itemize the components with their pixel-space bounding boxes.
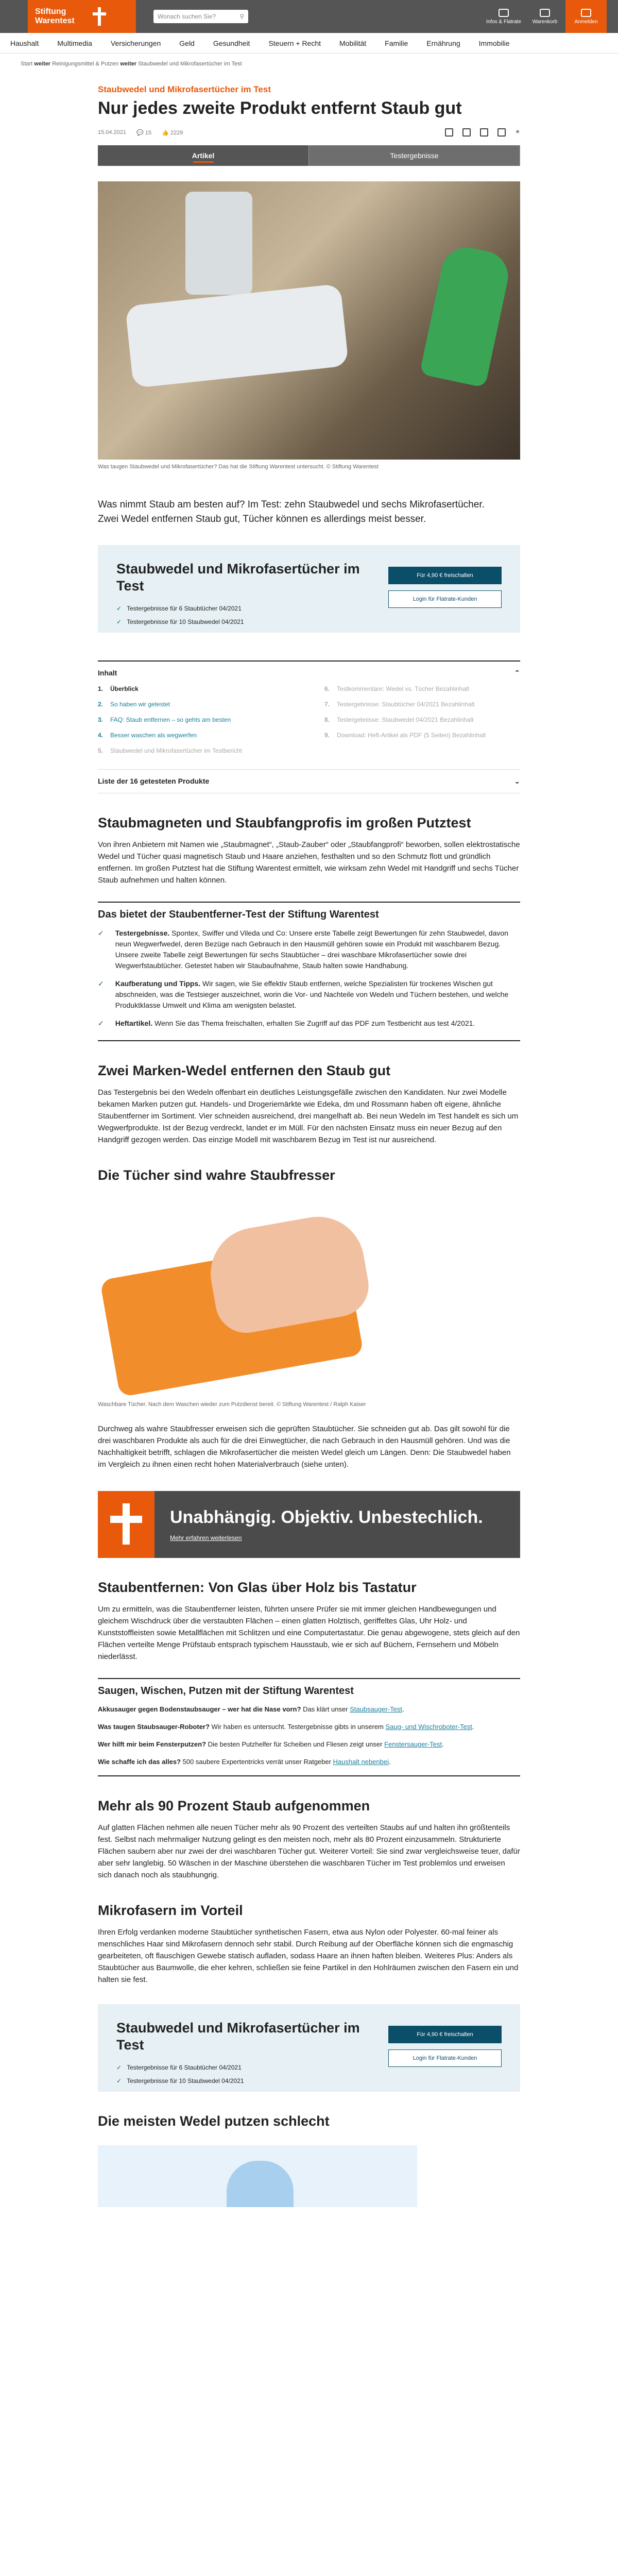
toc-label: So haben wir getestet: [110, 701, 170, 708]
top-icons: [483, 0, 607, 33]
table-of-contents: [98, 660, 520, 793]
fact-item: [98, 928, 520, 971]
banner-cross-icon: [98, 1491, 154, 1558]
section-heading: Staubmagneten und Staubfangprofis im großen Putztest: [98, 815, 471, 831]
main-nav: [0, 33, 618, 54]
fact-box-title: Das bietet der Staubentferner-Test der Stiftung Warentest: [98, 909, 379, 920]
breadcrumb-current: Staubwedel und Mikrofasertücher im Test: [138, 61, 242, 67]
nav-item[interactable]: Versicherungen: [110, 39, 161, 47]
flatrate-login-button[interactable]: Login für Flatrate-Kunden: [388, 2049, 502, 2067]
hero-caption: Was taugen Staubwedel und Mikrofasertücher? Das hat die Stiftung Warentest untersucht. © Stiftung Warentest: [98, 464, 379, 470]
article-lead: Was nimmt Staub am besten auf? Im Test: zehn Staubwedel und sechs Mikrofasertücher. Zwei Wedel entfernen Staub gut, Tücher können es allerdings meist besser.: [98, 499, 485, 524]
cart-icon: [540, 9, 550, 17]
article-kicker: Staubwedel und Mikrofasertücher im Test: [98, 84, 271, 94]
spray-bottle-shape: [185, 192, 252, 295]
toc-item[interactable]: [324, 700, 520, 708]
fact-text: [115, 928, 520, 971]
toc-right-column: [324, 685, 520, 762]
toc-label: Testkommentare: Wedel vs. Tücher Bezahlinhalt: [337, 685, 470, 692]
check-icon: ✓: [116, 605, 122, 612]
flatrate-button[interactable]: [483, 0, 524, 33]
flatrate-label: Infos & Flatrate: [486, 19, 521, 25]
nav-item[interactable]: Familie: [385, 39, 408, 47]
related-item: [98, 1739, 520, 1750]
comment-count-value: 15: [145, 129, 152, 136]
toc-number: 5.: [98, 747, 104, 754]
cart-button[interactable]: [524, 0, 565, 33]
flatrate-icon: [499, 9, 509, 17]
purchase-item-label: Testergebnisse für 10 Staubwedel 04/2021: [127, 2077, 244, 2084]
nav-item[interactable]: Steuern + Recht: [268, 39, 321, 47]
related-link[interactable]: Staubsauger-Test: [350, 1705, 403, 1713]
toc-item[interactable]: [324, 716, 520, 724]
toc-item[interactable]: [98, 716, 294, 724]
toc-label: Staubwedel und Mikrofasertücher im Testbericht: [110, 747, 242, 754]
toc-heading: Inhalt: [98, 669, 117, 677]
fact-body: Wenn Sie das Thema freischalten, erhalten Sie Zugriff auf das PDF zum Testbericht aus test 4/2021.: [152, 1019, 475, 1027]
toc-number: 7.: [324, 701, 330, 708]
image-caption: Waschbare Tücher. Nach dem Waschen wieder zum Putzdienst bereit. © Stiftung Warentest / Ralph Kaiser: [98, 1401, 366, 1408]
breadcrumb-link[interactable]: Reinigungsmittel & Putzen: [52, 61, 119, 67]
related-text: Die besten Putzhelfer für Scheiben und Fliesen zeigt unser: [205, 1740, 385, 1748]
related-question: Was taugen Staubsauger-Roboter?: [98, 1723, 210, 1731]
nav-item[interactable]: Gesundheit: [213, 39, 250, 47]
top-bar: [0, 0, 618, 33]
fact-text: [115, 1018, 475, 1029]
logo[interactable]: [28, 0, 136, 33]
check-icon: ✓: [98, 1019, 104, 1027]
breadcrumb-link[interactable]: Start: [21, 61, 33, 67]
section-heading: Zwei Marken-Wedel entfernen den Staub gut: [98, 1063, 391, 1078]
cloth-image: [98, 1201, 397, 1397]
related-link[interactable]: Saug- und Wischroboter-Test: [385, 1723, 472, 1731]
cart-label: Warenkorb: [532, 19, 558, 25]
fact-bold: Heftartikel.: [115, 1019, 153, 1027]
related-end: .: [472, 1723, 474, 1731]
related-question: Wie schaffe ich das alles?: [98, 1758, 181, 1766]
toc-number: 6.: [324, 685, 330, 692]
toc-number: 3.: [98, 716, 104, 723]
related-link[interactable]: Haushalt nebenbei: [333, 1758, 389, 1766]
related-end: .: [388, 1758, 391, 1766]
fact-text: [115, 978, 520, 1011]
tab-article[interactable]: Artikel: [98, 145, 309, 166]
related-text: Wir haben es untersucht. Testergebnisse gibts in unserem: [209, 1723, 386, 1731]
article-date: 15.04.2021: [98, 129, 127, 135]
search-input[interactable]: [153, 10, 248, 23]
purchase-item-label: Testergebnisse für 6 Staubtücher 04/2021: [127, 605, 242, 612]
purchase-item: [116, 618, 502, 625]
promo-banner: [98, 1491, 520, 1558]
toc-label: Download: Heft-Artikel als PDF (5 Seiten) Bezahlinhalt: [337, 732, 486, 739]
related-item: [98, 1757, 520, 1767]
product-list-label: Liste der 16 getesteten Produkte: [98, 777, 210, 785]
toc-item[interactable]: [324, 685, 520, 693]
nav-item[interactable]: Mobilität: [339, 39, 367, 47]
logo-cross-icon: [92, 6, 107, 27]
breadcrumb-sep: weiter: [34, 61, 51, 67]
purchase-box: [98, 545, 520, 633]
chevron-down-icon: ⌄: [514, 777, 520, 785]
section-heading: Mehr als 90 Prozent Staub aufgenommen: [98, 1798, 370, 1814]
fact-bold: Testergebnisse.: [115, 929, 170, 937]
related-item: [98, 1722, 520, 1732]
login-button[interactable]: [565, 0, 607, 33]
fact-body: Wir sagen, wie Sie effektiv Staub entfernen, welche Spezialisten für trockenes Wischen gut abschneiden, was die Testsieger auszeichnet, worin die Vor- und Nachteile von Wedeln und Tüchern bestehen, und welche Produktklasse Umwelt und Klima am wenigsten belastet.: [115, 979, 509, 1009]
logo-text: Stiftung Warentest: [35, 7, 75, 25]
breadcrumb-sep: weiter: [120, 61, 137, 67]
article-meta: [98, 125, 520, 140]
related-end: .: [442, 1740, 444, 1748]
nav-item[interactable]: Ernährung: [426, 39, 460, 47]
facebook-icon[interactable]: [462, 128, 471, 137]
login-label: Anmelden: [574, 19, 598, 25]
related-item: [98, 1704, 520, 1715]
toc-header[interactable]: [98, 662, 520, 685]
print-icon[interactable]: [497, 128, 506, 137]
product-list-toggle[interactable]: [98, 769, 520, 793]
section-text: Um zu ermitteln, was die Staubentferner leisten, führten unsere Prüfer sie mit immer gleichen Handbewegungen und gleichem Wischdruck über die verstaubten Flächen – einen glatten Holztisch, geriffeltes Glas, Uhr Holz- und Kunststoffleisten sowie Metallflächen mit Schlitzen und eine Computertastatur. Die genau abgewogene, stets gleich auf den Flächen verteilte Menge Prüfstaub entsprach typischem Hausstaub, wie er sich auf Büchern, Fernsehern und Möbeln niederlässt.: [98, 1605, 520, 1661]
comment-count[interactable]: 💬 15: [136, 129, 152, 136]
check-icon: ✓: [98, 979, 104, 988]
nav-item[interactable]: Immobilie: [478, 39, 510, 47]
section-text: Von ihren Anbietern mit Namen wie „Staubmagnet“, „Staub-Zauber“ oder „Staubfangprofi“ beworben, sollen elektrostatische Wedel und Tücher quasi magnetisch Staub und Haare anziehen, festhalten und so den Schmutz flott und gründlich entfernen. Im großen Putztest hat die Stiftung Warentest ermittelt, wie wirksam zehn Wedel mit Handgriff und sechs Tücher Staub aufnehmen und halten können.: [98, 840, 520, 885]
toc-number: 1.: [98, 685, 104, 692]
fact-item: [98, 978, 520, 1011]
fact-box: [98, 902, 520, 1041]
glove-shape: [419, 243, 512, 387]
purchase-box-title: Staubwedel und Mikrofasertücher im Test: [116, 561, 360, 594]
dust-cloth-shape: [125, 283, 349, 388]
purchase-item-label: Testergebnisse für 6 Staubtücher 04/2021: [127, 2064, 242, 2071]
share-icons: [445, 128, 520, 137]
breadcrumb: [0, 54, 618, 74]
purchase-box-title: Staubwedel und Mikrofasertücher im Test: [116, 2020, 360, 2053]
check-icon: ✓: [116, 2064, 122, 2071]
section-heading: Die meisten Wedel putzen schlecht: [98, 2113, 330, 2129]
check-icon: ✓: [98, 929, 104, 937]
toc-label: Testergebnisse: Staubwedel 04/2021 Bezahlinhalt: [337, 716, 474, 723]
search-placeholder: Wonach suchen Sie?: [158, 13, 216, 20]
related-question: Wer hilft mir beim Fensterputzen?: [98, 1740, 206, 1748]
nav-item[interactable]: Multimedia: [57, 39, 92, 47]
duster-shape: [227, 2161, 294, 2207]
banner-title: Unabhängig. Objektiv. Unbestechlich.: [170, 1507, 483, 1527]
fact-body: Spontex, Swiffer und Vileda und Co: Unsere erste Tabelle zeigt Bewertungen für zehn Staubwedel, davon neun Wegwerfwedel, deren Bezüge nach Gebrauch in den Hausmüll gehören sowie ein Produkt mit waschbarem Bezug. Unsere zweite Tabelle zeigt Bewertungen für sechs Staubtücher – drei waschbare Mikrofasertücher sowie drei Wegwerfstaubtücher. Getestet haben wir Staubaufnahme, Staub halten sowie Handhabung.: [115, 929, 508, 970]
pdf-icon[interactable]: [445, 128, 453, 137]
toc-number: 2.: [98, 701, 104, 708]
section-heading: Staubentfernen: Von Glas über Holz bis Tastatur: [98, 1580, 417, 1595]
email-icon[interactable]: [480, 128, 488, 137]
toc-item[interactable]: [98, 685, 294, 693]
tab-test-results[interactable]: Testergebnisse: [309, 145, 520, 166]
flatrate-login-button[interactable]: Login für Flatrate-Kunden: [388, 590, 502, 608]
purchase-item: [116, 2077, 502, 2084]
like-count[interactable]: 👍 2229: [162, 129, 183, 136]
toc-item[interactable]: [324, 731, 520, 739]
toc-label: Testergebnisse: Staubtücher 04/2021 Bezahlinhalt: [337, 701, 475, 708]
purchase-box-items: [116, 605, 502, 625]
section-text: Auf glatten Flächen nehmen alle neuen Tücher mehr als 90 Prozent des verteilten Staubs auf und halten ihn größtenteils fest. Selbst nach mehrmaliger Nutzung gelingt es den meisten noch, mehr als 80 Prozent einzusammeln. Strukturierte Flächen saubern aber nur zwei der drei waschbaren Tücher gut. Weiterer Vorteil: Sie sind zwar vergleichsweise teuer, dafür aber sehr langlebig. 50 Wäschen in der Maschine überstehen die waschbaren Tücher im Test problemlos und erweisen sich danach noch als staubhungrig.: [98, 1823, 520, 1879]
toc-label: FAQ: Staub entfernen – so gehts am besten: [110, 716, 231, 723]
section-text: Ihren Erfolg verdanken moderne Staubtücher synthetischen Fasern, etwa aus Nylon oder Polyester. 60-mal feiner als menschliches Haar sind Mikrofasern dennoch sehr stabil. Durch Reibung auf der Oberfläche können sich die engmaschig gearbeiteten, oft flauschigen Gewebe statisch aufladen, sodass Haare an ihnen haften bleiben. Weiteres Plus: Anders als Staubtücher aus Baumwolle, die eher kehren, schließen sie feine Partikel in den Hohlräumen zwischen den Fasern ein und halten sie fest.: [98, 1928, 519, 1984]
related-link[interactable]: Fenstersauger-Test: [384, 1740, 442, 1748]
section-heading: Mikrofasern im Vorteil: [98, 1903, 243, 1918]
toc-item[interactable]: [98, 731, 294, 739]
purchase-box-items: [116, 2064, 502, 2084]
toc-grid: [98, 685, 520, 762]
related-text: Das klärt unser: [301, 1705, 350, 1713]
section-heading: Die Tücher sind wahre Staubfresser: [98, 1167, 335, 1183]
banner-link[interactable]: Mehr erfahren weiterlesen: [170, 1534, 242, 1541]
purchase-item-label: Testergebnisse für 10 Staubwedel 04/2021: [127, 618, 244, 625]
chevron-up-icon: ⌃: [514, 669, 520, 677]
related-end: .: [402, 1705, 404, 1713]
section-text: Das Testergebnis bei den Wedeln offenbart ein deutliches Leistungsgefälle zwischen den Kandidaten. Nur zwei Modelle bekamen Marken putzen gut. Handels- und Drogeriemärkte wie Edeka, dm und Rossmann haben oft eigene, ähnliche Staubentferner im Sortiment. Vier schneiden ausreichend, drei mangelhaft ab. Bei neun Wedeln im Test handelt es sich um Wegwerfprodukte. Ist der Bezug verdreckt, landet er im Müll. Für den nächsten Einsatz muss ein neuer Bezug auf den Handgriff gezogen werden. Das einzige Modell mit waschbarem Bezug im Test ist nur ausreichend.: [98, 1088, 519, 1144]
toc-item[interactable]: [98, 747, 294, 755]
fact-item: [98, 1018, 520, 1029]
duster-image: [98, 2145, 417, 2207]
hero-image: [98, 181, 520, 460]
toc-item[interactable]: [98, 700, 294, 708]
nav-item[interactable]: Haushalt: [10, 39, 39, 47]
search-icon[interactable]: ⚲: [239, 13, 244, 20]
related-box: [98, 1678, 520, 1776]
related-question: Akkusauger gegen Bodenstaubsauger – wer hat die Nase vorn?: [98, 1705, 301, 1713]
unlock-button[interactable]: Für 4,90 € freischalten: [388, 2026, 502, 2043]
related-box-title: Saugen, Wischen, Putzen mit der Stiftung Warentest: [98, 1685, 354, 1697]
related-text: 500 saubere Expertentricks verrät unser Ratgeber: [181, 1758, 333, 1766]
toc-label: Besser waschen als wegwerfen: [110, 732, 197, 739]
toc-number: 9.: [324, 732, 330, 739]
toc-label: Überblick: [110, 685, 139, 692]
bookmark-icon[interactable]: ★: [515, 129, 520, 135]
unlock-button[interactable]: Für 4,90 € freischalten: [388, 567, 502, 584]
like-count-value: 2229: [170, 129, 183, 136]
toc-number: 4.: [98, 732, 104, 739]
user-icon: [581, 9, 591, 17]
check-icon: ✓: [116, 2077, 122, 2084]
nav-item[interactable]: Geld: [179, 39, 195, 47]
fact-bold: Kaufberatung und Tipps.: [115, 979, 201, 988]
toc-number: 8.: [324, 716, 330, 723]
article: [98, 84, 520, 2207]
toc-left-column: [98, 685, 294, 762]
page-title: Nur jedes zweite Produkt entfernt Staub gut: [98, 98, 462, 118]
check-icon: ✓: [116, 618, 122, 625]
article-tabs: [98, 145, 520, 166]
purchase-box: [98, 2004, 520, 2092]
section-text: Durchweg als wahre Staubfresser erweisen sich die geprüften Staubtücher. Sie schneiden gut ab. Das gilt sowohl für die drei waschbaren Produkte als auch für die drei Einwegtücher, die nach Gebrauch in den Hausmüll gehören. Und was die Nachhaltigkeit betrifft, schlagen die Mikrofasertücher die meisten Wedel gleich um Längen. Denn: Die Staubwedel haben im Vergleich zu ihnen einen recht hohen Materialverbrauch (siehe unten).: [98, 1425, 511, 1469]
